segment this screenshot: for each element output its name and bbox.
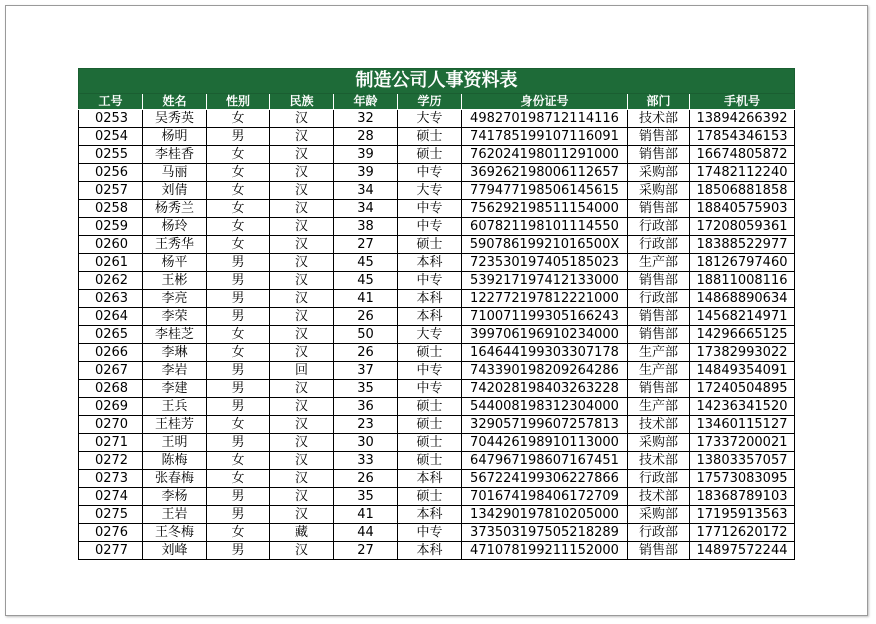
cell-age[interactable]: 33 bbox=[334, 452, 398, 470]
table-row bbox=[79, 362, 795, 380]
cell-education[interactable]: 中专 bbox=[398, 200, 462, 218]
cell-name[interactable]: 王秀华 bbox=[143, 236, 207, 254]
cell-education[interactable]: 硕士 bbox=[398, 434, 462, 452]
cell-ethnicity[interactable]: 汉 bbox=[270, 218, 334, 236]
cell-phone[interactable]: 17854346153 bbox=[690, 128, 795, 146]
cell-gender[interactable]: 男 bbox=[207, 506, 270, 524]
cell-gender[interactable]: 女 bbox=[207, 110, 270, 128]
cell-department[interactable]: 行政部 bbox=[628, 218, 690, 236]
cell-employee-id[interactable]: 0269 bbox=[79, 398, 143, 416]
table-row bbox=[79, 200, 795, 218]
cell-name[interactable]: 李杨 bbox=[143, 488, 207, 506]
cell-age[interactable]: 34 bbox=[334, 200, 398, 218]
cell-phone[interactable]: 17240504895 bbox=[690, 380, 795, 398]
cell-phone[interactable]: 17208059361 bbox=[690, 218, 795, 236]
table-row bbox=[79, 434, 795, 452]
cell-age[interactable]: 35 bbox=[334, 380, 398, 398]
cell-department[interactable]: 销售部 bbox=[628, 542, 690, 560]
cell-ethnicity[interactable]: 汉 bbox=[270, 110, 334, 128]
cell-phone[interactable]: 14296665125 bbox=[690, 326, 795, 344]
table-row bbox=[79, 416, 795, 434]
header-education: 学历 bbox=[398, 94, 462, 110]
cell-department[interactable]: 行政部 bbox=[628, 290, 690, 308]
cell-name[interactable]: 张春梅 bbox=[143, 470, 207, 488]
table-row bbox=[79, 398, 795, 416]
header-row bbox=[79, 94, 795, 110]
cell-name[interactable]: 王冬梅 bbox=[143, 524, 207, 542]
cell-employee-id[interactable]: 0277 bbox=[79, 542, 143, 560]
cell-phone[interactable]: 18811008116 bbox=[690, 272, 795, 290]
table-row bbox=[79, 128, 795, 146]
cell-id-number[interactable]: 539217197412133000 bbox=[462, 272, 628, 290]
cell-ethnicity[interactable]: 汉 bbox=[270, 398, 334, 416]
cell-phone[interactable]: 14236341520 bbox=[690, 398, 795, 416]
cell-department[interactable]: 行政部 bbox=[628, 236, 690, 254]
table-row bbox=[79, 542, 795, 560]
cell-department[interactable]: 生产部 bbox=[628, 362, 690, 380]
cell-name[interactable]: 李岩 bbox=[143, 362, 207, 380]
header-department: 部门 bbox=[628, 94, 690, 110]
cell-age[interactable]: 45 bbox=[334, 272, 398, 290]
cell-education[interactable]: 硕士 bbox=[398, 128, 462, 146]
cell-department[interactable]: 技术部 bbox=[628, 416, 690, 434]
cell-id-number[interactable]: 723530197405185023 bbox=[462, 254, 628, 272]
cell-name[interactable]: 刘倩 bbox=[143, 182, 207, 200]
header-name: 姓名 bbox=[143, 94, 207, 110]
header-gender: 性别 bbox=[207, 94, 270, 110]
table-row bbox=[79, 326, 795, 344]
cell-phone[interactable]: 14568214971 bbox=[690, 308, 795, 326]
cell-employee-id[interactable]: 0266 bbox=[79, 344, 143, 362]
table-row bbox=[79, 524, 795, 542]
cell-ethnicity[interactable]: 汉 bbox=[270, 326, 334, 344]
cell-employee-id[interactable]: 0275 bbox=[79, 506, 143, 524]
cell-name[interactable]: 杨明 bbox=[143, 128, 207, 146]
cell-name[interactable]: 李荣 bbox=[143, 308, 207, 326]
cell-age[interactable]: 41 bbox=[334, 290, 398, 308]
header-employee-id: 工号 bbox=[79, 94, 143, 110]
cell-gender[interactable]: 男 bbox=[207, 362, 270, 380]
cell-gender[interactable]: 男 bbox=[207, 542, 270, 560]
cell-department[interactable]: 行政部 bbox=[628, 470, 690, 488]
cell-employee-id[interactable]: 0259 bbox=[79, 218, 143, 236]
cell-name[interactable]: 杨平 bbox=[143, 254, 207, 272]
cell-id-number[interactable]: 164644199303307178 bbox=[462, 344, 628, 362]
cell-employee-id[interactable]: 0258 bbox=[79, 200, 143, 218]
cell-employee-id[interactable]: 0265 bbox=[79, 326, 143, 344]
cell-department[interactable]: 技术部 bbox=[628, 452, 690, 470]
cell-employee-id[interactable]: 0255 bbox=[79, 146, 143, 164]
cell-employee-id[interactable]: 0257 bbox=[79, 182, 143, 200]
cell-education[interactable]: 硕士 bbox=[398, 236, 462, 254]
table-row bbox=[79, 452, 795, 470]
header-ethnicity: 民族 bbox=[270, 94, 334, 110]
cell-age[interactable]: 39 bbox=[334, 164, 398, 182]
header-phone: 手机号 bbox=[690, 94, 795, 110]
cell-gender[interactable]: 女 bbox=[207, 200, 270, 218]
personnel-table bbox=[78, 68, 795, 560]
cell-age[interactable]: 26 bbox=[334, 308, 398, 326]
cell-department[interactable]: 采购部 bbox=[628, 182, 690, 200]
table-row bbox=[79, 344, 795, 362]
cell-department[interactable]: 销售部 bbox=[628, 380, 690, 398]
cell-id-number[interactable]: 498270198712114116 bbox=[462, 110, 628, 128]
header-age: 年龄 bbox=[334, 94, 398, 110]
cell-education[interactable]: 中专 bbox=[398, 218, 462, 236]
cell-ethnicity[interactable]: 汉 bbox=[270, 236, 334, 254]
cell-phone[interactable]: 13460115127 bbox=[690, 416, 795, 434]
cell-age[interactable]: 32 bbox=[334, 110, 398, 128]
cell-education[interactable]: 硕士 bbox=[398, 398, 462, 416]
cell-phone[interactable]: 17482112240 bbox=[690, 164, 795, 182]
cell-ethnicity[interactable]: 汉 bbox=[270, 380, 334, 398]
cell-employee-id[interactable]: 0272 bbox=[79, 452, 143, 470]
cell-name[interactable]: 王桂芳 bbox=[143, 416, 207, 434]
table-row bbox=[79, 272, 795, 290]
table-row bbox=[79, 146, 795, 164]
cell-id-number[interactable]: 762024198011291000 bbox=[462, 146, 628, 164]
cell-phone[interactable]: 16674805872 bbox=[690, 146, 795, 164]
cell-department[interactable]: 销售部 bbox=[628, 200, 690, 218]
table-row bbox=[79, 308, 795, 326]
cell-name[interactable]: 马丽 bbox=[143, 164, 207, 182]
cell-education[interactable]: 本科 bbox=[398, 470, 462, 488]
cell-department[interactable]: 生产部 bbox=[628, 254, 690, 272]
cell-ethnicity[interactable]: 汉 bbox=[270, 488, 334, 506]
cell-education[interactable]: 硕士 bbox=[398, 344, 462, 362]
cell-id-number[interactable]: 544008198312304000 bbox=[462, 398, 628, 416]
table-row bbox=[79, 506, 795, 524]
cell-employee-id[interactable]: 0273 bbox=[79, 470, 143, 488]
cell-ethnicity[interactable]: 汉 bbox=[270, 344, 334, 362]
cell-ethnicity[interactable]: 汉 bbox=[270, 200, 334, 218]
cell-education[interactable]: 中专 bbox=[398, 164, 462, 182]
cell-age[interactable]: 30 bbox=[334, 434, 398, 452]
cell-phone[interactable]: 17573083095 bbox=[690, 470, 795, 488]
cell-phone[interactable]: 18388522977 bbox=[690, 236, 795, 254]
cell-education[interactable]: 本科 bbox=[398, 506, 462, 524]
table-row bbox=[79, 470, 795, 488]
cell-age[interactable]: 37 bbox=[334, 362, 398, 380]
cell-gender[interactable]: 男 bbox=[207, 308, 270, 326]
cell-id-number[interactable]: 59078619921016500X bbox=[462, 236, 628, 254]
cell-department[interactable]: 技术部 bbox=[628, 488, 690, 506]
cell-gender[interactable]: 男 bbox=[207, 254, 270, 272]
cell-gender[interactable]: 女 bbox=[207, 146, 270, 164]
cell-education[interactable]: 大专 bbox=[398, 110, 462, 128]
cell-age[interactable]: 41 bbox=[334, 506, 398, 524]
cell-employee-id[interactable]: 0253 bbox=[79, 110, 143, 128]
cell-ethnicity[interactable]: 汉 bbox=[270, 470, 334, 488]
cell-age[interactable]: 38 bbox=[334, 218, 398, 236]
cell-id-number[interactable]: 134290197810205000 bbox=[462, 506, 628, 524]
cell-name[interactable]: 王明 bbox=[143, 434, 207, 452]
table-title: 制造公司人事资料表 bbox=[79, 69, 795, 94]
cell-employee-id[interactable]: 0261 bbox=[79, 254, 143, 272]
cell-department[interactable]: 销售部 bbox=[628, 272, 690, 290]
cell-ethnicity[interactable]: 汉 bbox=[270, 272, 334, 290]
cell-name[interactable]: 李亮 bbox=[143, 290, 207, 308]
cell-employee-id[interactable]: 0268 bbox=[79, 380, 143, 398]
cell-age[interactable]: 26 bbox=[334, 470, 398, 488]
cell-education[interactable]: 本科 bbox=[398, 290, 462, 308]
cell-id-number[interactable]: 743390198209264286 bbox=[462, 362, 628, 380]
cell-age[interactable]: 27 bbox=[334, 236, 398, 254]
cell-name[interactable]: 李琳 bbox=[143, 344, 207, 362]
cell-age[interactable]: 27 bbox=[334, 542, 398, 560]
cell-gender[interactable]: 女 bbox=[207, 344, 270, 362]
cell-gender[interactable]: 男 bbox=[207, 128, 270, 146]
cell-age[interactable]: 35 bbox=[334, 488, 398, 506]
cell-ethnicity[interactable]: 汉 bbox=[270, 506, 334, 524]
cell-phone[interactable]: 13894266392 bbox=[690, 110, 795, 128]
cell-phone[interactable]: 17337200021 bbox=[690, 434, 795, 452]
table-row bbox=[79, 380, 795, 398]
cell-department[interactable]: 销售部 bbox=[628, 146, 690, 164]
cell-id-number[interactable]: 704426198910113000 bbox=[462, 434, 628, 452]
cell-phone[interactable]: 18126797460 bbox=[690, 254, 795, 272]
cell-ethnicity[interactable]: 汉 bbox=[270, 308, 334, 326]
cell-department[interactable]: 采购部 bbox=[628, 164, 690, 182]
cell-education[interactable]: 本科 bbox=[398, 542, 462, 560]
table-row bbox=[79, 236, 795, 254]
cell-id-number[interactable]: 607821198101114550 bbox=[462, 218, 628, 236]
cell-id-number[interactable]: 741785199107116091 bbox=[462, 128, 628, 146]
cell-name[interactable]: 李建 bbox=[143, 380, 207, 398]
table-row bbox=[79, 254, 795, 272]
cell-age[interactable]: 34 bbox=[334, 182, 398, 200]
table-row bbox=[79, 218, 795, 236]
cell-gender[interactable]: 男 bbox=[207, 488, 270, 506]
cell-phone[interactable]: 18506881858 bbox=[690, 182, 795, 200]
table-row bbox=[79, 182, 795, 200]
cell-id-number[interactable]: 122772197812221000 bbox=[462, 290, 628, 308]
cell-phone[interactable]: 13803357057 bbox=[690, 452, 795, 470]
cell-employee-id[interactable]: 0256 bbox=[79, 164, 143, 182]
cell-name[interactable]: 王兵 bbox=[143, 398, 207, 416]
cell-education[interactable]: 中专 bbox=[398, 524, 462, 542]
cell-age[interactable]: 50 bbox=[334, 326, 398, 344]
cell-age[interactable]: 36 bbox=[334, 398, 398, 416]
cell-id-number[interactable]: 369262198006112657 bbox=[462, 164, 628, 182]
cell-education[interactable]: 本科 bbox=[398, 308, 462, 326]
cell-age[interactable]: 28 bbox=[334, 128, 398, 146]
cell-phone[interactable]: 14897572244 bbox=[690, 542, 795, 560]
cell-gender[interactable]: 男 bbox=[207, 272, 270, 290]
cell-ethnicity[interactable]: 汉 bbox=[270, 542, 334, 560]
cell-department[interactable]: 行政部 bbox=[628, 524, 690, 542]
cell-employee-id[interactable]: 0274 bbox=[79, 488, 143, 506]
cell-name[interactable]: 陈梅 bbox=[143, 452, 207, 470]
cell-name[interactable]: 杨玲 bbox=[143, 218, 207, 236]
cell-gender[interactable]: 女 bbox=[207, 218, 270, 236]
cell-employee-id[interactable]: 0270 bbox=[79, 416, 143, 434]
cell-id-number[interactable]: 373503197505218289 bbox=[462, 524, 628, 542]
cell-name[interactable]: 王彬 bbox=[143, 272, 207, 290]
cell-employee-id[interactable]: 0264 bbox=[79, 308, 143, 326]
cell-gender[interactable]: 男 bbox=[207, 434, 270, 452]
cell-education[interactable]: 中专 bbox=[398, 380, 462, 398]
cell-id-number[interactable]: 756292198511154000 bbox=[462, 200, 628, 218]
table-row bbox=[79, 110, 795, 128]
cell-gender[interactable]: 女 bbox=[207, 416, 270, 434]
cell-name[interactable]: 刘峰 bbox=[143, 542, 207, 560]
table-row bbox=[79, 290, 795, 308]
cell-id-number[interactable]: 399706196910234000 bbox=[462, 326, 628, 344]
cell-department[interactable]: 技术部 bbox=[628, 110, 690, 128]
cell-age[interactable]: 23 bbox=[334, 416, 398, 434]
cell-phone[interactable]: 18840575903 bbox=[690, 200, 795, 218]
cell-ethnicity[interactable]: 汉 bbox=[270, 452, 334, 470]
header-id-number: 身份证号 bbox=[462, 94, 628, 110]
cell-id-number[interactable]: 779477198506145615 bbox=[462, 182, 628, 200]
cell-ethnicity[interactable]: 汉 bbox=[270, 254, 334, 272]
cell-education[interactable]: 中专 bbox=[398, 362, 462, 380]
cell-ethnicity[interactable]: 汉 bbox=[270, 434, 334, 452]
cell-employee-id[interactable]: 0262 bbox=[79, 272, 143, 290]
cell-ethnicity[interactable]: 汉 bbox=[270, 128, 334, 146]
cell-phone[interactable]: 14868890634 bbox=[690, 290, 795, 308]
cell-education[interactable]: 硕士 bbox=[398, 488, 462, 506]
cell-id-number[interactable]: 329057199607257813 bbox=[462, 416, 628, 434]
cell-ethnicity[interactable]: 汉 bbox=[270, 164, 334, 182]
cell-id-number[interactable]: 647967198607167451 bbox=[462, 452, 628, 470]
cell-education[interactable]: 中专 bbox=[398, 272, 462, 290]
cell-department[interactable]: 销售部 bbox=[628, 326, 690, 344]
cell-department[interactable]: 销售部 bbox=[628, 308, 690, 326]
cell-id-number[interactable]: 567224199306227866 bbox=[462, 470, 628, 488]
cell-ethnicity[interactable]: 回 bbox=[270, 362, 334, 380]
cell-ethnicity[interactable]: 汉 bbox=[270, 290, 334, 308]
cell-department[interactable]: 采购部 bbox=[628, 434, 690, 452]
cell-employee-id[interactable]: 0267 bbox=[79, 362, 143, 380]
cell-phone[interactable]: 17382993022 bbox=[690, 344, 795, 362]
cell-phone[interactable]: 18368789103 bbox=[690, 488, 795, 506]
cell-ethnicity[interactable]: 汉 bbox=[270, 182, 334, 200]
cell-age[interactable]: 39 bbox=[334, 146, 398, 164]
cell-name[interactable]: 李桂香 bbox=[143, 146, 207, 164]
cell-gender[interactable]: 女 bbox=[207, 524, 270, 542]
cell-employee-id[interactable]: 0276 bbox=[79, 524, 143, 542]
cell-department[interactable]: 生产部 bbox=[628, 344, 690, 362]
cell-ethnicity[interactable]: 藏 bbox=[270, 524, 334, 542]
cell-ethnicity[interactable]: 汉 bbox=[270, 146, 334, 164]
cell-phone[interactable]: 14849354091 bbox=[690, 362, 795, 380]
cell-department[interactable]: 采购部 bbox=[628, 506, 690, 524]
cell-department[interactable]: 销售部 bbox=[628, 128, 690, 146]
cell-age[interactable]: 44 bbox=[334, 524, 398, 542]
cell-name[interactable]: 李桂芝 bbox=[143, 326, 207, 344]
cell-employee-id[interactable]: 0254 bbox=[79, 128, 143, 146]
cell-department[interactable]: 生产部 bbox=[628, 398, 690, 416]
cell-id-number[interactable]: 701674198406172709 bbox=[462, 488, 628, 506]
cell-age[interactable]: 26 bbox=[334, 344, 398, 362]
cell-education[interactable]: 大专 bbox=[398, 326, 462, 344]
cell-phone[interactable]: 17195913563 bbox=[690, 506, 795, 524]
cell-id-number[interactable]: 710071199305166243 bbox=[462, 308, 628, 326]
cell-employee-id[interactable]: 0263 bbox=[79, 290, 143, 308]
cell-gender[interactable]: 男 bbox=[207, 290, 270, 308]
table-row bbox=[79, 488, 795, 506]
cell-name[interactable]: 吴秀英 bbox=[143, 110, 207, 128]
cell-gender[interactable]: 女 bbox=[207, 182, 270, 200]
cell-gender[interactable]: 女 bbox=[207, 452, 270, 470]
cell-education[interactable]: 本科 bbox=[398, 254, 462, 272]
cell-ethnicity[interactable]: 汉 bbox=[270, 416, 334, 434]
cell-gender[interactable]: 女 bbox=[207, 470, 270, 488]
cell-employee-id[interactable]: 0260 bbox=[79, 236, 143, 254]
cell-id-number[interactable]: 742028198403263228 bbox=[462, 380, 628, 398]
cell-id-number[interactable]: 471078199211152000 bbox=[462, 542, 628, 560]
cell-phone[interactable]: 17712620172 bbox=[690, 524, 795, 542]
cell-age[interactable]: 45 bbox=[334, 254, 398, 272]
cell-gender[interactable]: 男 bbox=[207, 398, 270, 416]
cell-name[interactable]: 杨秀兰 bbox=[143, 200, 207, 218]
cell-employee-id[interactable]: 0271 bbox=[79, 434, 143, 452]
cell-education[interactable]: 硕士 bbox=[398, 146, 462, 164]
table-row bbox=[79, 164, 795, 182]
cell-education[interactable]: 大专 bbox=[398, 182, 462, 200]
cell-gender[interactable]: 女 bbox=[207, 164, 270, 182]
cell-gender[interactable]: 男 bbox=[207, 380, 270, 398]
cell-education[interactable]: 硕士 bbox=[398, 416, 462, 434]
cell-name[interactable]: 王岩 bbox=[143, 506, 207, 524]
cell-gender[interactable]: 女 bbox=[207, 326, 270, 344]
cell-education[interactable]: 硕士 bbox=[398, 452, 462, 470]
cell-gender[interactable]: 女 bbox=[207, 236, 270, 254]
